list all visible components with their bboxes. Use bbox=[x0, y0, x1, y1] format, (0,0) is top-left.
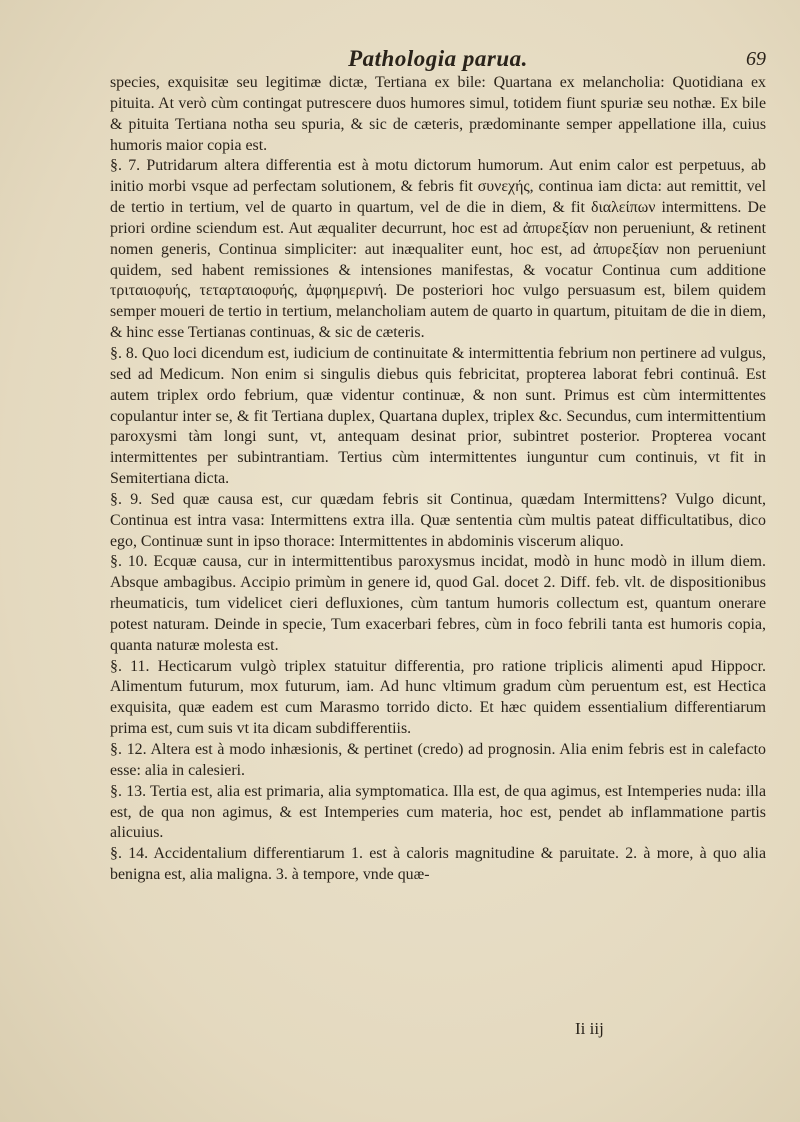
page-number: 69 bbox=[746, 48, 766, 70]
paragraph: §. 8. Quo loci dicendum est, iudicium de continuitate & intermittentia febrium non pertinere ad vulgus, sed ad Medicum. Non enim si singulis diebus quis febricitat, propterea laborat febri continuâ. Est autem triplex ordo febrium, quæ videntur continuæ, & non sunt. Primus est cùm intermittentes copulantur inter se, & fit Tertiana duplex, Quartana duplex, triplex &c. Secundus, cum intermittentium paroxysmi tàm longi sunt, vt, antequam desinat prior, subintret posterior. Propterea vocant intermittentes per subintrantiam. Tertius cùm intermittentes iunguntur cum continuis, vt fit in Semitertiana dicta. bbox=[110, 344, 766, 488]
paragraph: §. 11. Hecticarum vulgò triplex statuitur differentia, pro ratione triplicis alimenti apud Hippocr. Alimentum futurum, mox futurum, iam. Ad hunc vltimum gradum cùm peruentum est, est Hectica exquisita, quæ eadem est cum Marasmo torrido dicto. Et hæc quidem essentialium differentiarum prima est, cum suis vt ita dicam subdifferentiis. bbox=[110, 657, 766, 738]
body-text bbox=[110, 73, 766, 886]
signature-mark: Ii iij bbox=[575, 1019, 604, 1038]
paragraph: §. 10. Ecquæ causa, cur in intermittentibus paroxysmus incidat, modò in hunc modò in illum diem. Absque ambagibus. Accipio primùm in genere id, quod Gal. docet 2. Diff. feb. vlt. de dispositionibus rheumaticis, tum videlicet cieri defluxiones, cùm tantum humoris collectum est, quantum onerare potest naturam. Deinde in specie, Tum exacerbari febres, cùm in foco febrili tanta est humoris copia, quanta naturæ molesta est. bbox=[110, 553, 766, 654]
paragraph: species, exquisitæ seu legitimæ dictæ, Tertiana ex bile: Quartana ex melancholia: Quotidiana ex pituita. At verò cùm contingat putrescere duos humores simul, totidem fiunt spuriæ seu nothæ. Ex bile & pituita Tertiana notha seu spuria, & sic de cæteris, prædominante semper appellatione illa, cuius humoris maior copia est. bbox=[110, 74, 766, 154]
paragraph: §. 13. Tertia est, alia est primaria, alia symptomatica. Illa est, de qua agimus, est Intemperies nuda: illa est, de qua non agimus, & est Intemperies cum materia, hoc est, pendet ab inflammatione partis alicuius. bbox=[110, 782, 766, 842]
paragraph: §. 9. Sed quæ causa est, cur quædam febris sit Continua, quædam Intermittens? Vulgo dicunt, Continua est intra vasa: Intermittens extra illa. Quæ sententia cùm multis pateat difficultatibus, dico ego, Continuæ sunt in ipso thorace: Intermittentes in abdominis viscerum aliquo. bbox=[110, 490, 766, 550]
paragraph: §. 12. Altera est à modo inhæsionis, & pertinet (credo) ad prognosin. Alia enim febris est in calefacto esse: alia in calesieri. bbox=[110, 741, 766, 779]
paragraph: §. 7. Putridarum altera differentia est à motu dictorum humorum. Aut enim calor est perpetuus, ab initio morbi vsque ad perfectam solutionem, & febris fit συνεχής, continua iam dicta: aut remittit, vel de tertio in tertium, vel de quarto in quartum, vel de die in diem, & fit διαλείπων intermittens. De priori ordine sciendum est. Aut æqualiter decurrunt, hoc est ad ἀπυρεξίαν non perueniunt, & retinent nomen generis, Continua simpliciter: aut inæqualiter eunt, hoc est, ad ἀπυρεξίαν non perueniunt quidem, sed habent remissiones & intensiones manifestas, & vocatur Continua cum additione τριταιοφυής, τεταρταιοφυής, ἀμφημερινή. De posteriori hoc vulgo persuasum est, bilem quidem semper moueri de tertio in tertium, melancholiam autem de quarto in quartum, pituitam de die in diem, & hinc esse Tertianas continuas, & sic de cæteris. bbox=[110, 157, 766, 342]
running-title: Pathologia parua. bbox=[348, 46, 528, 71]
paragraph: §. 14. Accidentalium differentiarum 1. est à caloris magnitudine & paruitate. 2. à more, à quo alia benigna est, alia maligna. 3. à tempore, vnde quæ- bbox=[110, 845, 766, 884]
